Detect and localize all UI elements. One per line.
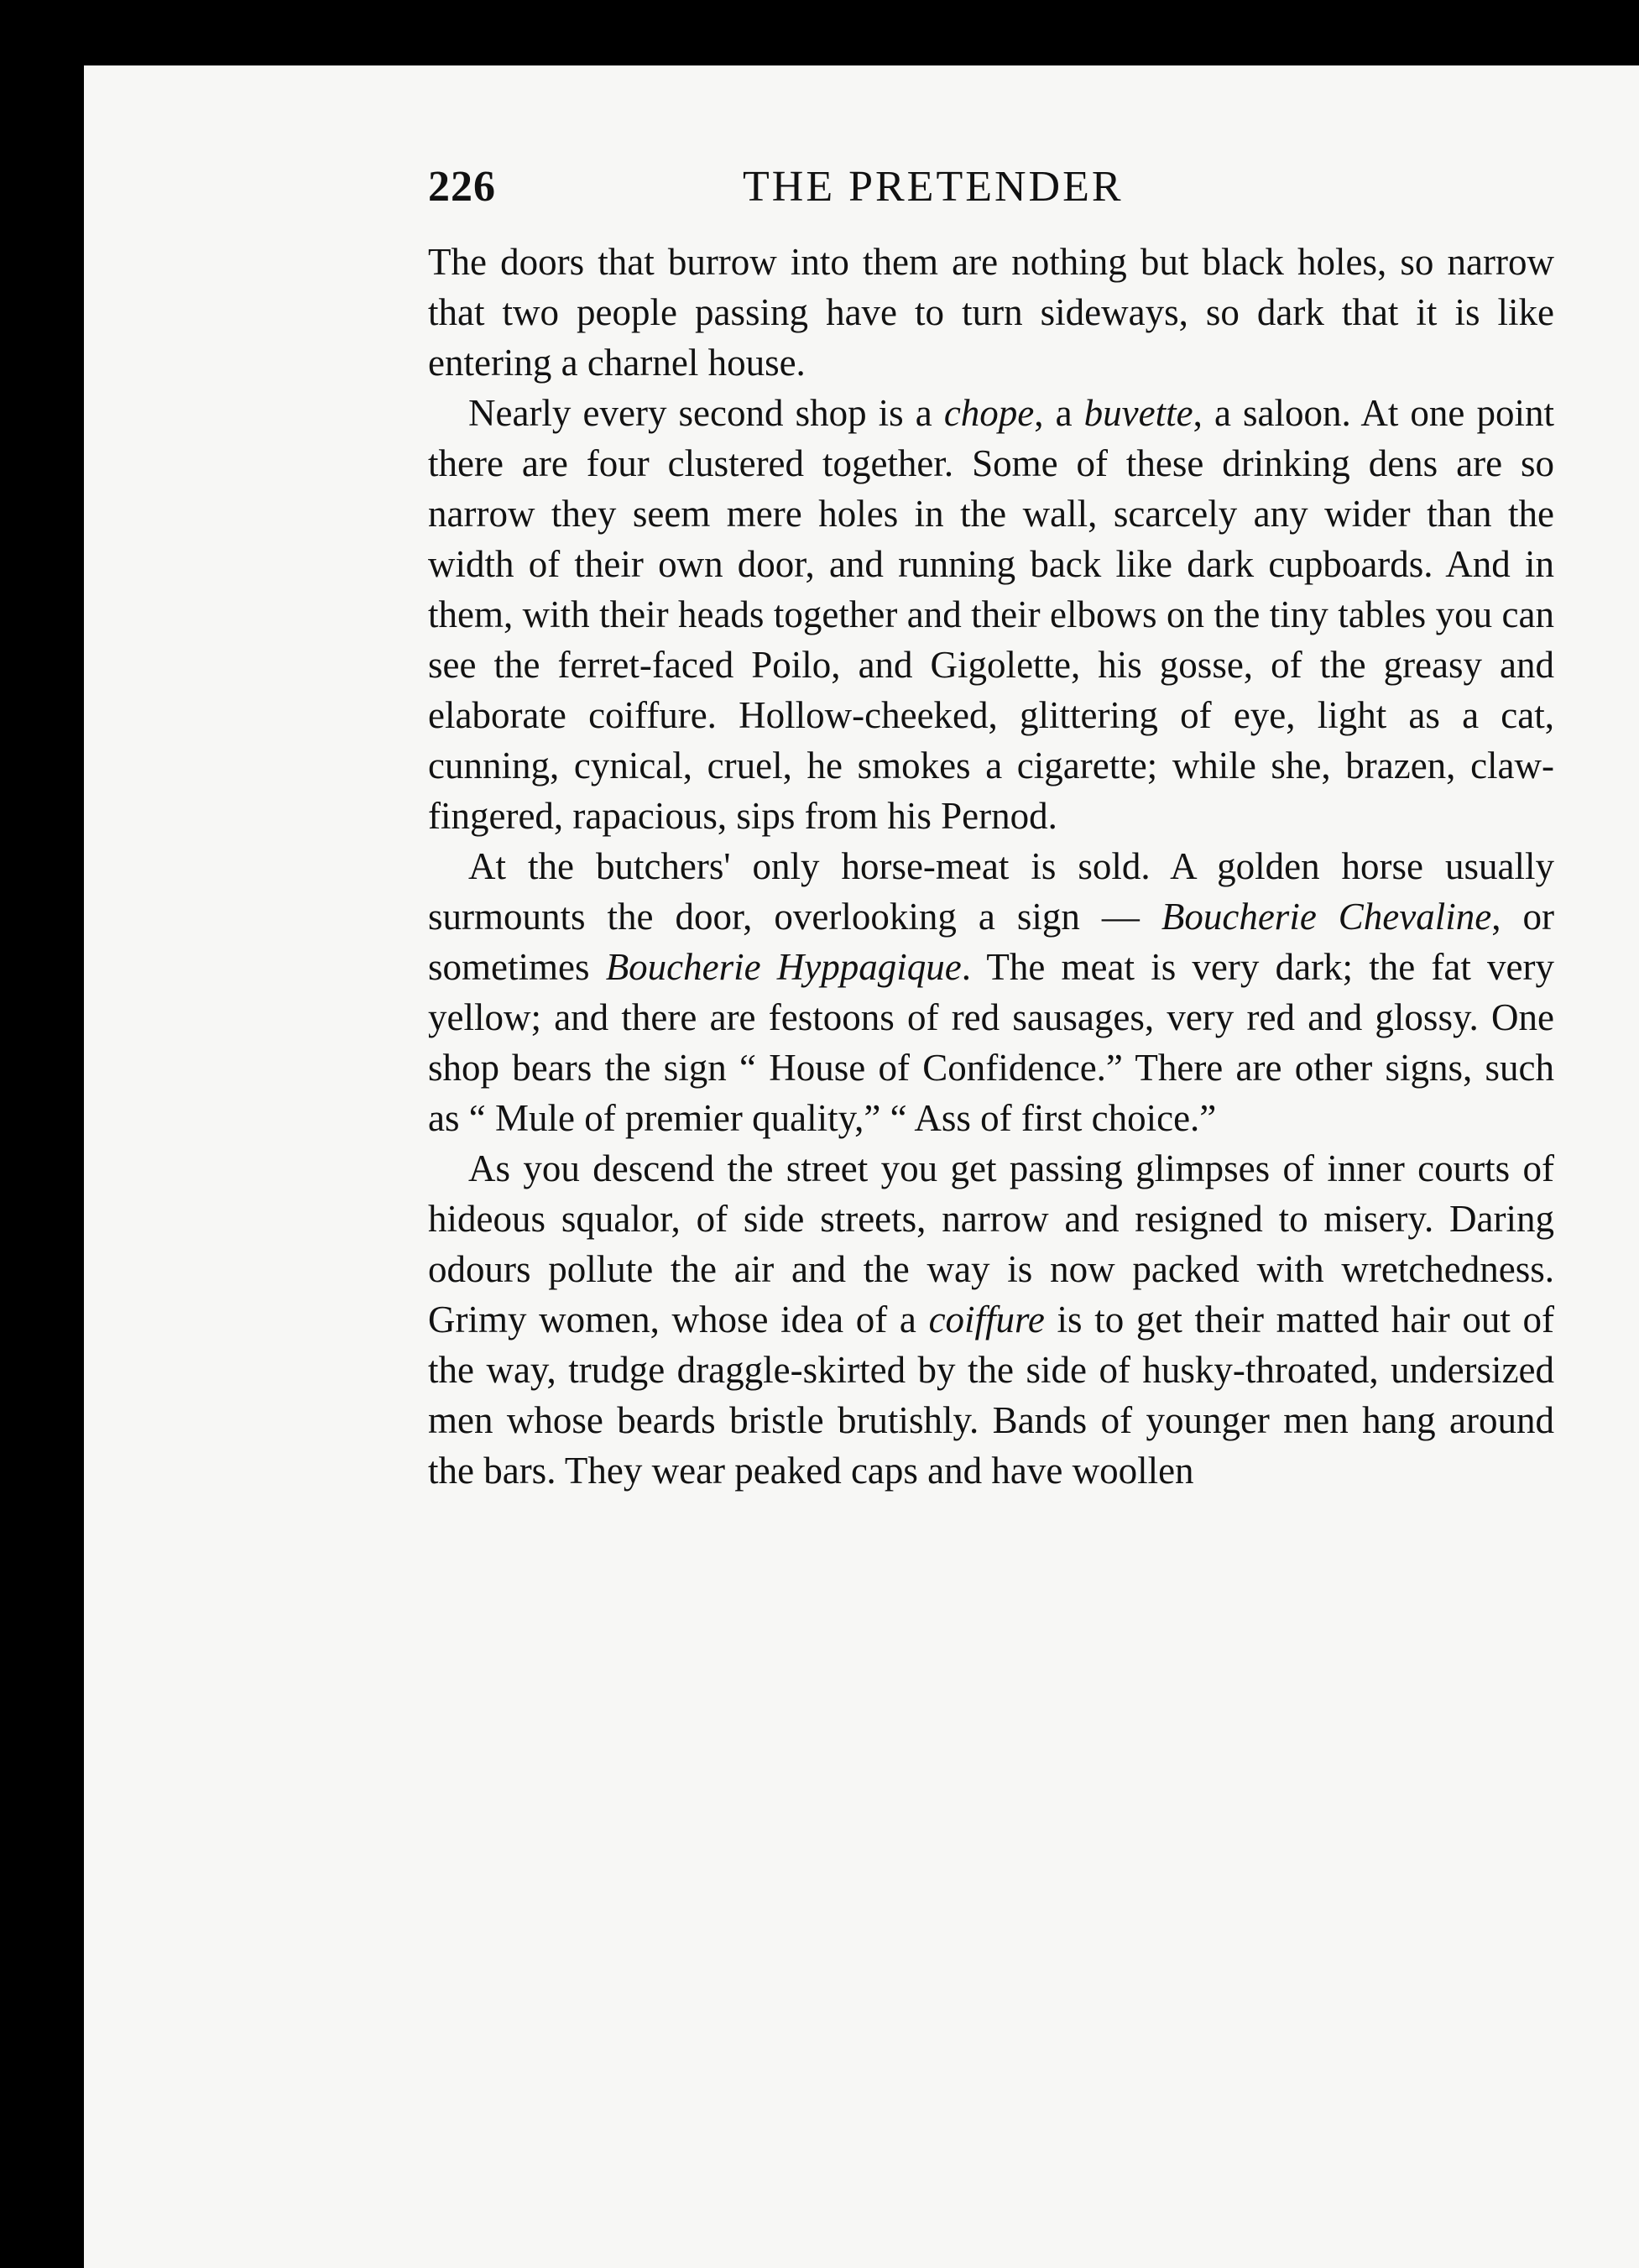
text-run: , a saloon. At one point there are four clustered together. Some of these drinking dens are so narrow they seem mere holes in the wall, scarcely any wider than the width of their own door, and running back like dark cupboards. And in them, with their heads together and their elbows on the tiny tables you can see the ferret-faced Poilo, and Gigolette, his gosse, of the greasy and elaborate coiffure. Hollow-cheeked, glittering of eye, light as a cat, cunning, cynical, cruel, he smokes a cigarette; while she, brazen, claw-fingered, rapacious, sips from his Pernod.	[428, 392, 1554, 837]
text-run: At the butchers' only horse-meat is sold. A golden horse usually surmounts the door, overlooking a sign —	[428, 845, 1554, 938]
italic-text-run: chope	[943, 392, 1035, 434]
text-run: is to get their matted hair out of the way, trudge draggle-skirted by the side of husky-throated, undersized men whose beards bristle brutishly. Bands of younger men hang around the bars. They wear peaked caps and have woollen	[428, 1299, 1554, 1492]
italic-text-run: coiffure	[928, 1299, 1045, 1340]
text-run: , or sometimes	[428, 896, 1554, 988]
text-run: As you descend the street you get passing glimpses of inner courts of hideous squalor, of side streets, narrow and resigned to misery. Daring odours pollute the air and the way is now packed with wretchedness. Grimy women, whose idea of a	[428, 1147, 1554, 1340]
paragraph	[428, 388, 1554, 841]
running-title: THE PRETENDER	[743, 163, 1124, 211]
text-run: The doors that burrow into them are nothing but black holes, so narrow that two people passing have to turn sideways, so dark that it is like entering a charnel house.	[428, 241, 1554, 384]
paragraph	[428, 237, 1554, 388]
page-header	[428, 147, 1554, 231]
text-run: , a	[1034, 392, 1084, 434]
italic-text-run: Boucherie Hyppagique	[605, 946, 962, 988]
italic-text-run: buvette	[1083, 392, 1193, 434]
text-run: . The meat is very dark; the fat very yellow; and there are festoons of red sausages, very red and glossy. One shop bears the sign “ House of Confidence.” There are other signs, such as “ Mule of premier quality,” “ Ass of first choice.”	[428, 946, 1555, 1139]
paragraph	[428, 841, 1554, 1143]
body-text	[428, 237, 1554, 1496]
text-run: Nearly every second shop is a	[468, 392, 944, 434]
italic-text-run: Boucherie Chevaline	[1161, 896, 1492, 938]
page-number: 226	[428, 163, 496, 211]
paragraph	[428, 1143, 1554, 1496]
